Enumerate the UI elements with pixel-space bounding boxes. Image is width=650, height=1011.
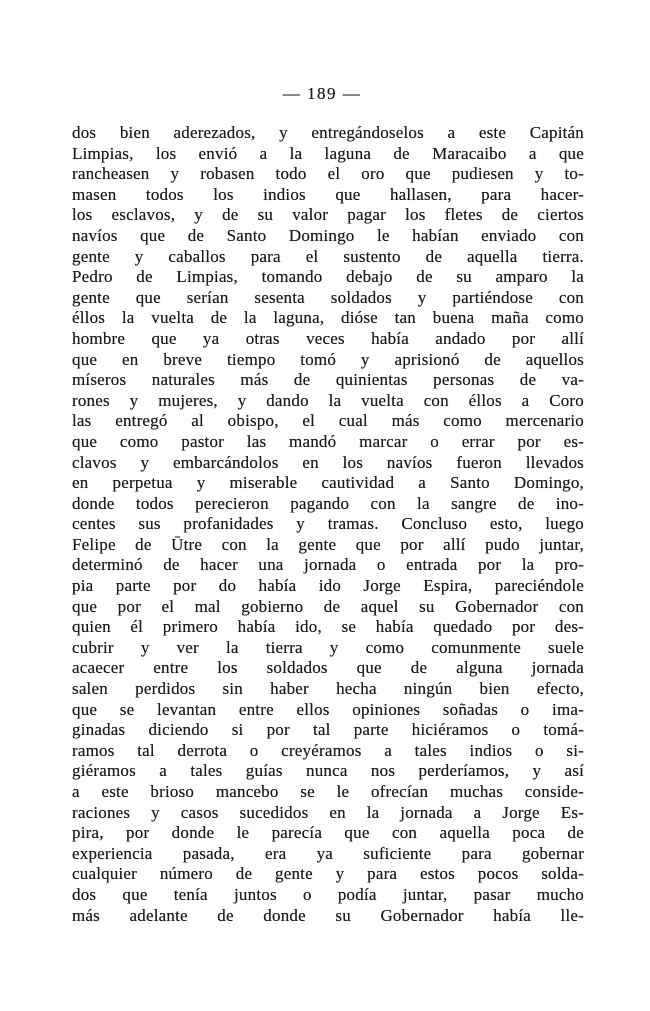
text-line: rones y mujeres, y dando la vuelta con éllos a Coro <box>72 390 584 410</box>
text-line: acaecer entre los soldados que de alguna jornada <box>72 658 584 678</box>
text-line: salen perdidos sin haber hecha ningún bien efecto, <box>72 679 584 699</box>
text-line: dos bien aderezados, y entregándoselos a este Capitán <box>72 123 584 142</box>
text-line: giéramos a tales guías nunca nos perderíamos, y así <box>72 761 584 781</box>
page-number: — 189 — <box>282 84 362 103</box>
text-line: cubrir y ver la tierra y como comunmente suele <box>72 637 584 657</box>
text-line: donde todos perecieron pagando con la sangre de ino- <box>72 493 584 513</box>
text-line: míseros naturales más de quinientas personas de va- <box>72 370 584 390</box>
text-line: Pedro de Limpias, tomando debajo de su amparo la <box>72 267 584 287</box>
text-line: hombre que ya otras veces había andado por allí <box>72 328 584 348</box>
text-line: Limpias, los envió a la laguna de Maracaibo a que <box>72 143 584 163</box>
text-line: más adelante de donde su Gobernador había lle- <box>72 905 584 925</box>
text-line: ramos tal derrota o creyéramos a tales indios o si- <box>72 740 584 760</box>
text-line: navíos que de Santo Domingo le habían enviado con <box>72 225 584 245</box>
text-block <box>72 123 584 926</box>
text-line: gente y caballos para el sustento de aquella tierra. <box>72 246 584 266</box>
text-line: determinó de hacer una jornada o entrada por la pro- <box>72 555 584 575</box>
text-line: gente que serían sesenta soldados y partiéndose con <box>72 287 584 307</box>
text-line: clavos y embarcándolos en los navíos fueron llevados <box>72 452 584 472</box>
text-line: centes sus profanidades y tramas. Concluso esto, luego <box>72 514 584 534</box>
text-line: cualquier número de gente y para estos pocos solda- <box>72 864 584 884</box>
text-line: experiencia pasada, era ya suficiente para gobernar <box>72 843 584 863</box>
text-line: las entregó al obispo, el cual más como mercenario <box>72 411 584 431</box>
text-line: pira, por donde le parecía que con aquella poca de <box>72 823 584 843</box>
text-line: pia parte por do había ido Jorge Espira, pareciéndole <box>72 576 584 596</box>
text-line: que por el mal gobierno de aquel su Gobernador con <box>72 596 584 616</box>
text-line: que como pastor las mandó marcar o errar por es- <box>72 431 584 451</box>
text-line: a este brioso mancebo se le ofrecían muchas conside- <box>72 782 584 801</box>
text-line: rancheasen y robasen todo el oro que pudiesen y to- <box>72 164 584 184</box>
text-line: en perpetua y miserable cautividad a Santo Domingo, <box>72 473 584 493</box>
text-line: que se levantan entre ellos opiniones soñadas o ima- <box>72 699 584 719</box>
text-line: Felipe de Ūtre con la gente que por allí pudo juntar, <box>72 534 584 554</box>
text-line: los esclavos, y de su valor pagar los fletes de ciertos <box>72 205 584 225</box>
text-line: ginadas diciendo si por tal parte hiciéramos o tomá- <box>72 720 584 740</box>
text-line: masen todos los indios que hallasen, para hacer- <box>72 184 584 204</box>
text-line: éllos la vuelta de la laguna, dióse tan buena maña como <box>72 308 584 328</box>
text-line: que en breve tiempo tomó y aprisionó de aquellos <box>72 349 584 369</box>
text-line: quien él primero había ido, se había quedado por des- <box>72 617 584 637</box>
text-line: raciones y casos sucedidos en la jornada a Jorge Es- <box>72 802 584 822</box>
text-line: dos que tenía juntos o podía juntar, pasar mucho <box>72 884 584 904</box>
